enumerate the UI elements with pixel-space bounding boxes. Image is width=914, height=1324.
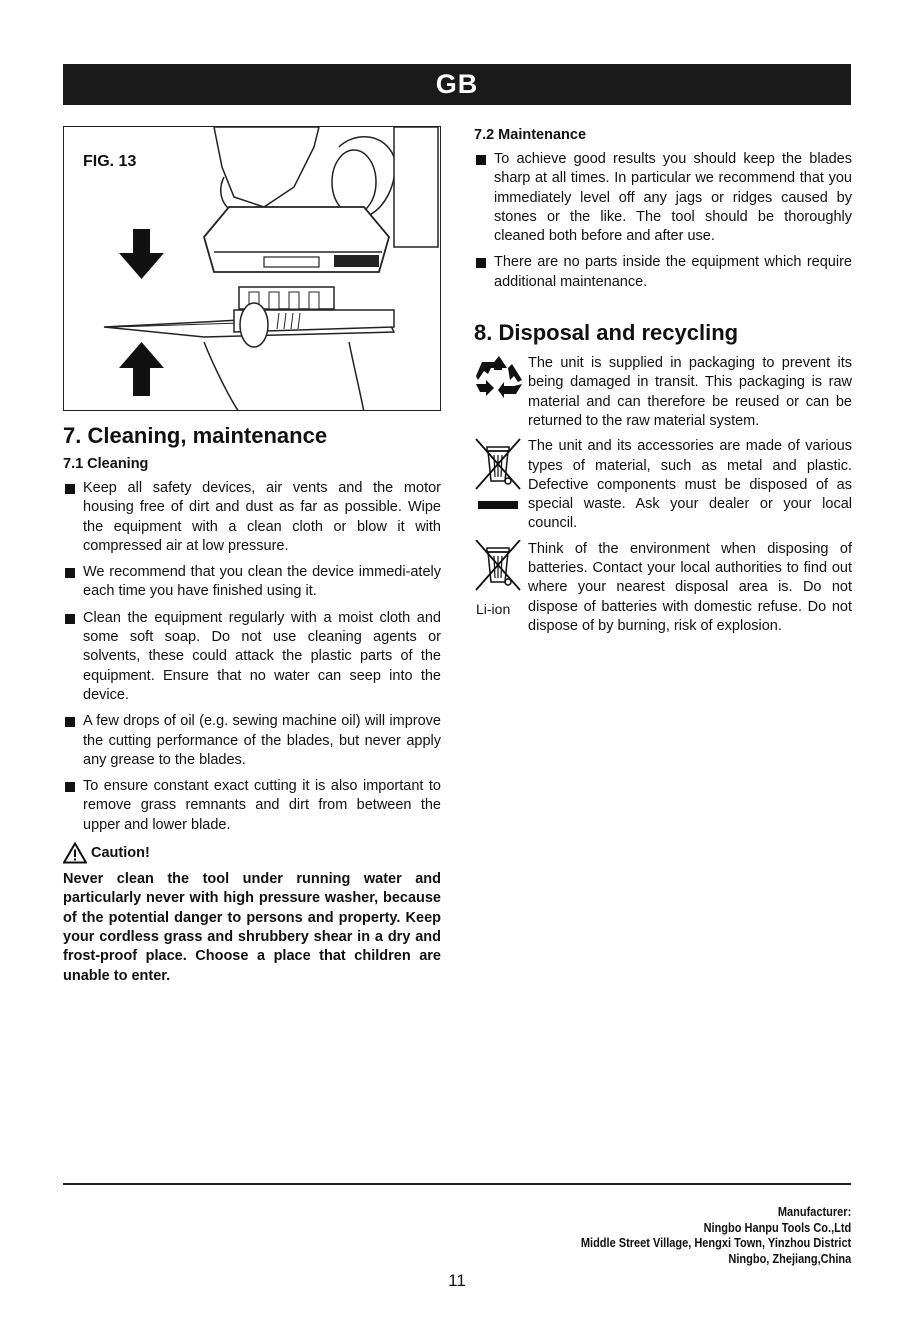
battery-bin-icon bbox=[474, 540, 524, 594]
warning-triangle-icon bbox=[63, 842, 87, 864]
bullet-square-icon bbox=[65, 614, 75, 624]
bullet-square-icon bbox=[65, 782, 75, 792]
manufacturer-info: Manufacturer: Ningbo Hanpu Tools Co.,Ltd Middle Street Village, Hengxi Town, Yinzhou District Ningbo, Zhejiang,China bbox=[580, 1205, 851, 1266]
bullet-square-icon bbox=[476, 155, 486, 165]
disposal-text-packaging: The unit is supplied in packaging to prevent its being damaged in transit. This packaging is raw material and can therefore be reused or can be returned to the raw material system. bbox=[528, 355, 852, 429]
disposal-item-packaging bbox=[474, 354, 852, 431]
caution-heading bbox=[63, 842, 441, 864]
footer-divider bbox=[63, 1183, 851, 1185]
list-item: A few drops of oil (e.g. sewing machine oil) will improve the cutting performance of the blades, but never apply any grease to the blades. bbox=[63, 712, 441, 770]
bullet-square-icon bbox=[65, 568, 75, 578]
bullet-square-icon bbox=[476, 258, 486, 268]
caution-title: Caution! bbox=[91, 845, 150, 862]
list-item: We recommend that you clean the device immedi-ately each time you have finished using it. bbox=[63, 563, 441, 602]
arrow-up-icon bbox=[119, 342, 164, 396]
subsection-title-cleaning: 7.1 Cleaning bbox=[63, 456, 149, 472]
list-item: Keep all safety devices, air vents and the motor housing free of dirt and dust as far as possible. Wipe the equipment with a clean cloth or blow it with compressed air at low pressure. bbox=[63, 479, 441, 556]
bullet-square-icon bbox=[65, 717, 75, 727]
section-title-disposal: 8. Disposal and recycling bbox=[474, 320, 739, 346]
list-item: There are no parts inside the equipment which require additional maintenance. bbox=[474, 253, 852, 292]
disposal-text-batteries: Think of the environment when disposing of batteries. Contact your local authorities to find out where your nearest disposal area is. Do not dispose of batteries with domestic refuse. Do not dispose of by burning, risk of explosion. bbox=[528, 540, 852, 634]
list-item: To ensure constant exact cutting it is also important to remove grass remnants and dirt from between the upper and lower blade. bbox=[63, 777, 441, 835]
disposal-item-batteries bbox=[474, 540, 852, 636]
arrow-down-icon bbox=[119, 229, 164, 279]
right-column bbox=[474, 126, 852, 642]
section-title-cleaning: 7. Cleaning, maintenance bbox=[63, 423, 328, 448]
li-ion-label: Li-ion bbox=[476, 600, 511, 617]
bullet-square-icon bbox=[65, 484, 75, 494]
list-item: To achieve good results you should keep the blades sharp at all times. In particular we recommend that you immediately level off any jags or ridges caused by stones or the like. The tool should be thoroughly cleaned both before and after use. bbox=[474, 150, 852, 246]
left-column bbox=[63, 126, 441, 986]
caution-text: Never clean the tool under running water and particularly never with high pressure washer, because of the potential danger to persons and property. Keep your cordless grass and shrubbery shear in a dry and frost-proof place. Choose a place that children are unable to enter. bbox=[63, 871, 441, 984]
list-item: Clean the equipment regularly with a moist cloth and some soft soap. Do not use cleaning agents or solvents, these could attack the plastic parts of the equipment. Ensure that no water can seep into the device. bbox=[63, 609, 441, 705]
page-number: 11 bbox=[448, 1271, 466, 1290]
cleaning-list bbox=[63, 479, 441, 835]
disposal-item-components bbox=[474, 437, 852, 533]
language-header-bar: GB bbox=[63, 64, 851, 105]
disposal-text-components: The unit and its accessories are made of various types of material, such as metal and plastic. Defective components must be disposed of as special waste. Ask your dealer or your local council. bbox=[528, 438, 852, 532]
crossed-bin-icon bbox=[474, 437, 524, 513]
subsection-title-maintenance: 7.2 Maintenance bbox=[474, 127, 587, 143]
maintenance-list bbox=[474, 150, 852, 292]
recycle-icon bbox=[474, 354, 524, 400]
figure-13 bbox=[63, 126, 441, 411]
figure-label: FIG. 13 bbox=[83, 153, 137, 170]
